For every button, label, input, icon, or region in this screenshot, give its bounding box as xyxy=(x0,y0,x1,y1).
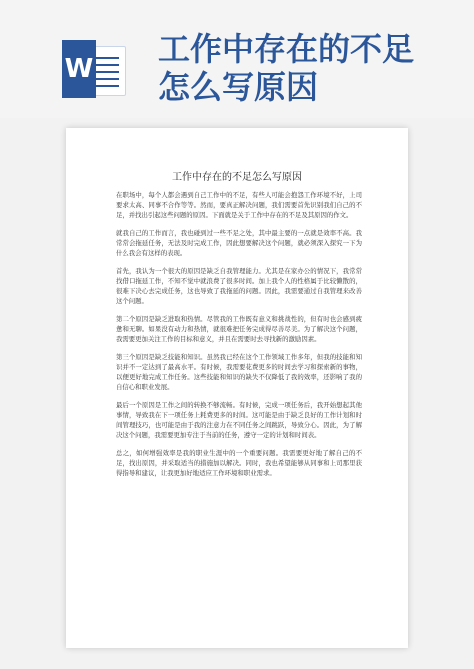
banner-headline xyxy=(158,30,414,106)
paragraph: 在职场中，每个人都会遇到自己工作中的不足，有些人可能会抱怨工作环境不好，上司要求太高、同事不合作等等。然而，要真正解决问题，我们需要首先识别我们自己的不足，并找出引起这些问题的原因。下面就是关于工作中存在的不足及其原因的作文。 xyxy=(116,191,362,219)
paragraph: 就我自己的工作而言，我也碰到过一些不足之处，其中最主要的一点就是效率不高。我常常会拖延任务，无法及时完成工作，因此想要解决这个问题，就必须深入探究一下为什么我会有这样的表现。 xyxy=(116,229,362,257)
document-body xyxy=(116,190,362,486)
paragraph: 最后一个原因是工作之间的转换不够流畅。有时候，完成一项任务后，我开始想起其他事情，导致我在下一项任务上耗费更多的时间。这可能是由于缺乏良好的工作计划和时间管理技巧，也可能是由于我的注意力在不同任务之间跳跃，导致分心。因此，为了解决这个问题，我需要更加专注于当前的任务，遵守一定的计划和时间表。 xyxy=(116,401,362,439)
word-document-icon xyxy=(62,40,126,98)
paragraph: 总之，如何增强效率是我的职业生涯中的一个重要问题。我需要更好地了解自己的不足，找出原因，并采取适当的措施加以解决。同时，我也希望能够从同事和上司那里获得指导和建议，让我更加好地适应工作环境和职业需求。 xyxy=(116,449,362,477)
paragraph: 首先，我认为一个很大的原因是缺乏自我管理能力。尤其是在家办公的情况下，我常常找借口拖延工作，不知不觉中就浪费了很多时间。加上我个人的性格属于比较懒散的，很难下决心去完成任务，这也导致了我拖延的问题。因此，我需要通过自我管理来改善这个问题。 xyxy=(116,267,362,305)
document-page xyxy=(66,128,408,648)
word-icon-letter: W xyxy=(62,40,96,98)
paragraph: 第二个原因是缺乏进取和热情。尽管我的工作既有意义和挑战性的，但有时也会感到疲惫和无聊。如果没有动力和热情，就很难把任务完成得尽善尽美。为了解决这个问题，我需要更加关注工作的目标和意义，并且在需要时去寻找新的激励因素。 xyxy=(116,315,362,343)
headline-line-2: 怎么写原因 xyxy=(158,68,319,106)
paragraph: 第三个原因是缺乏技能和知识。虽然我已经在这个工作领域工作多年，但我的技能和知识并不一定达到了最高水平。有时候，我需要花费更多的时间去学习和探索新的事物，以便更好地完成工作任务。这些技能和知识的缺失不仅降低了我的效率，还影响了我的自信心和职业发展。 xyxy=(116,353,362,391)
banner xyxy=(0,0,474,118)
headline-line-1: 工作中存在的不足 xyxy=(158,30,415,68)
document-title: 工作中存在的不足怎么写原因 xyxy=(172,172,302,183)
